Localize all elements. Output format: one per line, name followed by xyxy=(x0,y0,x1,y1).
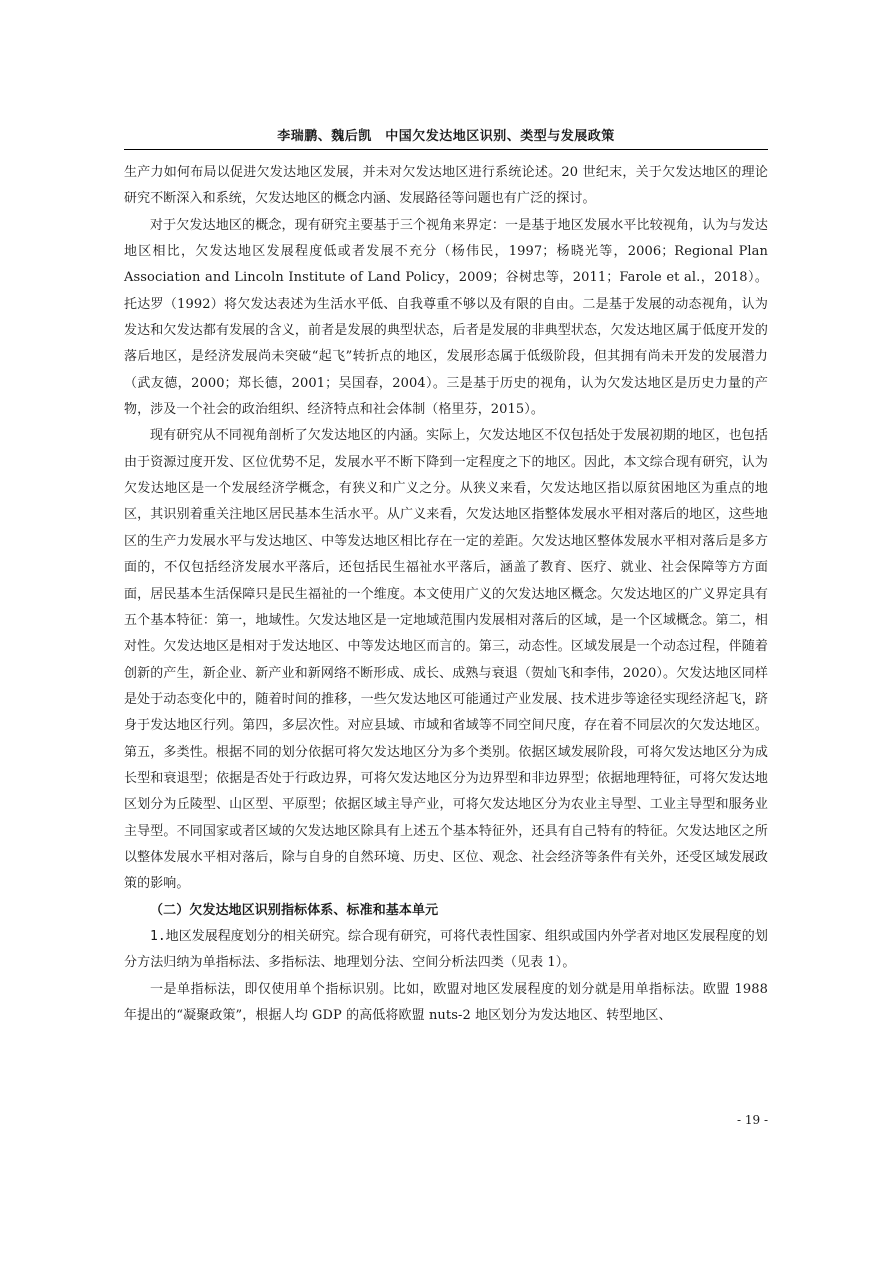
header-rule xyxy=(124,149,768,150)
subsection-label: 1.地区发展程度划分的相关研究。 xyxy=(150,928,349,944)
running-header: 李瑞鹏、魏后凯 中国欠发达地区识别、类型与发展政策 xyxy=(277,129,615,144)
subsection-text: 综合现有研究，可将代表性国家、组织或国内外学者对地区发展程度的划分方法归纳为单指标法、多指标法、地理划分法、空间分析法四类（见表 1）。 xyxy=(124,928,769,971)
page-number: - 19 - xyxy=(736,1113,768,1127)
section-heading: （二）欠发达地区识别指标体系、标准和基本单元 xyxy=(150,902,439,918)
paragraph-single-indicator: 一是单指标法，即仅使用单个指标识别。比如，欧盟对地区发展程度的划分就是用单指标法。欧盟 1988 年提出的“凝聚政策”，根据人均 GDP 的高低将欧盟 nuts-2 地区划分为发达地区、转型地区、 xyxy=(124,981,768,1023)
paragraph-definition: 现有研究从不同视角剖析了欠发达地区的内涵。实际上，欠发达地区不仅包括处于发展初期的地区，也包括由于资源过度开发、区位优势不足，发展水平不断下降到一定程度之下的地区。因此，本文综合现有研究，认为欠发达地区是一个发展经济学概念，有狭义和广义之分。从狭义来看，欠发达地区指以原贫困地区为重点的地区，其识别着重关注地区居民基本生活水平。从广义来看，欠发达地区指整体发展水平相对落后的地区，这些地区的生产力发展水平与发达地区、中等发达地区相比存在一定的差距。欠发达地区整体发展水平相对落后是多方面的，不仅包括经济发展水平落后，还包括民生福祉水平落后，涵盖了教育、医疗、就业、社会保障等方方面面，居民基本生活保障只是民生福祉的一个维度。本文使用广义的欠发达地区概念。欠发达地区的广义界定具有五个基本特征：第一，地域性。欠发达地区是一定地域范围内发展相对落后的区域，是一个区域概念。第二，相对性。欠发达地区是相对于发达地区、中等发达地区而言的。第三，动态性。区域发展是一个动态过程，伴随着创新的产生，新企业、新产业和新网络不断形成、成长、成熟与衰退（贺灿飞和李伟，2020）。欠发达地区同样是处于动态变化中的，随着时间的推移，一些欠发达地区可能通过产业发展、技术进步等途径实现经济起飞，跻身于发达地区行列。第四，多层次性。对应县域、市域和省域等不同空间尺度，存在着不同层次的欠发达地区。第五，多类性。根据不同的划分依据可将欠发达地区分为多个类别。依据区域发展阶段，可将欠发达地区分为成长型和衰退型；依据是否处于行政边界，可将欠发达地区分为边界型和非边界型；依据地理特征，可将欠发达地区划分为丘陵型、山区型、平原型；依据区域主导产业，可将欠发达地区分为农业主导型、工业主导型和服务业主导型。不同国家或者区域的欠发达地区除具有上述五个基本特征外，还具有自己特有的特征。欠发达地区之所以整体发展水平相对落后，除与自身的自然环境、历史、区位、观念、社会经济等条件有关外，还受区域发展政策的影响。 xyxy=(124,428,768,892)
paragraph-subsection xyxy=(124,924,768,977)
body-text xyxy=(124,160,768,1029)
paragraph-continued: 生产力如何布局以促进欠发达地区发展，并未对欠发达地区进行系统论述。20 世纪末，关于欠发达地区的理论研究不断深入和系统，欠发达地区的概念内涵、发展路径等问题也有广泛的探讨。 xyxy=(124,165,768,207)
paragraph-concept-views: 对于欠发达地区的概念，现有研究主要基于三个视角来界定：一是基于地区发展水平比较视角，认为与发达地区相比，欠发达地区发展程度低或者发展不充分（杨伟民，1997；杨晓光等，2006；Regional Plan Association and Lincoln Institute of Land Policy，2009；谷树忠等，2011；Farole et al.，2018）。托达罗（1992）将欠发达表述为生活水平低、自我尊重不够以及有限的自由。二是基于发展的动态视角，认为发达和欠发达都有发展的含义，前者是发展的典型状态，后者是发展的非典型状态，欠发达地区属于低度开发的落后地区，是经济发展尚未突破“起飞”转折点的地区，发展形态属于低级阶段，但其拥有尚未开发的发展潜力（武友德，2000；郑长德，2001；吴国春，2004）。三是基于历史的视角，认为欠发达地区是历史力量的产物，涉及一个社会的政治组织、经济特点和社会体制（格里芬，2015）。 xyxy=(124,217,768,418)
